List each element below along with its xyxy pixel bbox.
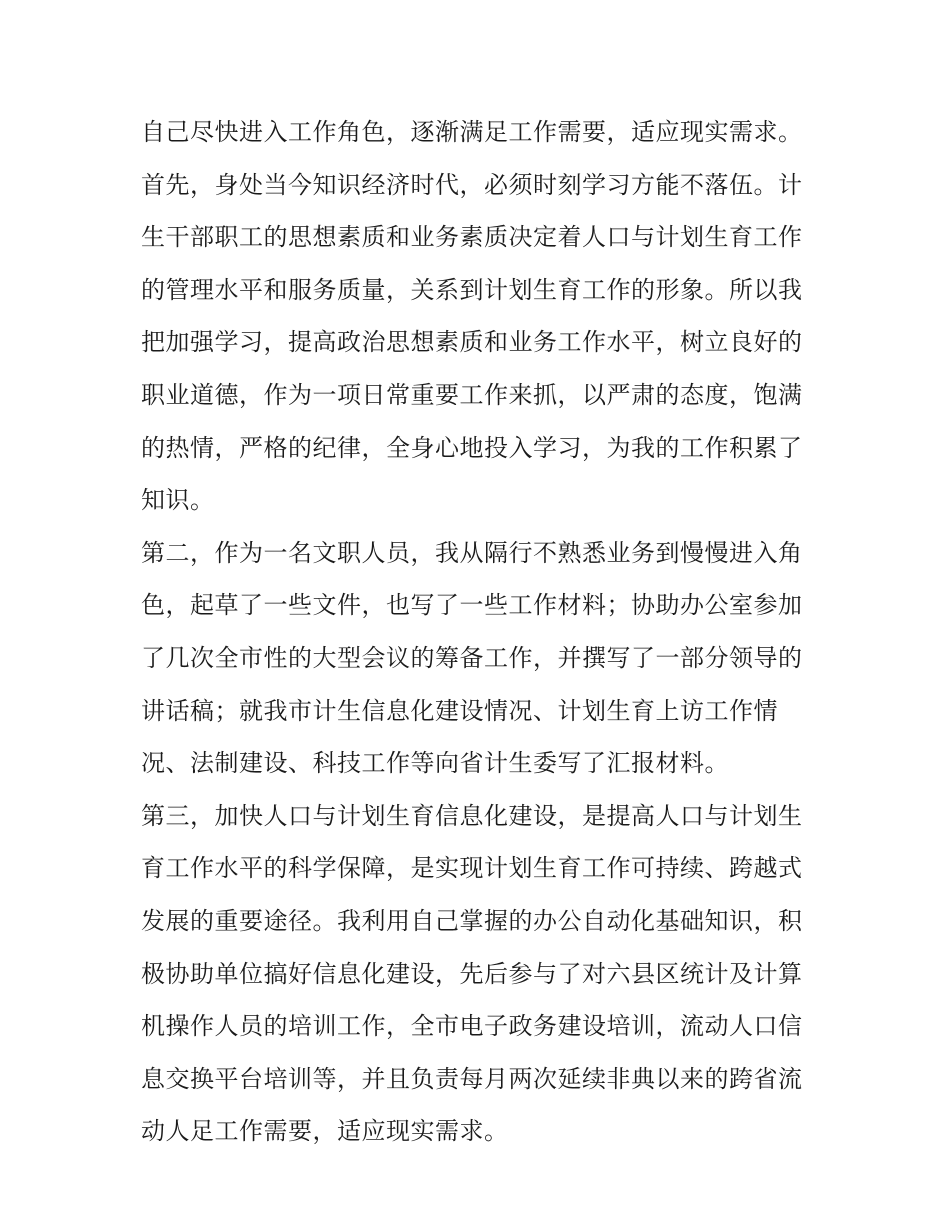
text-line: 职业道德，作为一项日常重要工作来抓，以严肃的态度，饱满 (141, 380, 803, 409)
text-line: 育工作水平的科学保障，是实现计划生育工作可持续、跨越式 (141, 854, 803, 883)
document-body (141, 106, 821, 1158)
text-line: 的管理水平和服务质量，关系到计划生育工作的形象。所以我 (141, 275, 803, 304)
text-line: 发展的重要途径。我利用自己掌握的办公自动化基础知识，积 (141, 906, 803, 935)
text-line: 色，起草了一些文件，也写了一些工作材料；协助办公室参加 (141, 591, 803, 620)
text-line: 知识。 (141, 486, 215, 515)
text-line: 了几次全市性的大型会议的筹备工作，并撰写了一部分领导的 (141, 643, 803, 672)
text-line: 动人足工作需要，适应现实需求。 (141, 1117, 509, 1146)
text-line: 讲话稿；就我市计生信息化建设情况、计划生育上访工作情 (141, 696, 778, 725)
text-line: 极协助单位搞好信息化建设，先后参与了对六县区统计及计算 (141, 959, 803, 988)
text-line: 自己尽快进入工作角色，逐渐满足工作需要，适应现实需求。 (141, 118, 803, 146)
text-line: 首先，身处当今知识经济时代，必须时刻学习方能不落伍。计 (141, 170, 803, 199)
text-line: 第三，加快人口与计划生育信息化建设，是提高人口与计划生 (141, 801, 803, 830)
text-line: 生干部职工的思想素质和业务素质决定着人口与计划生育工作 (141, 223, 803, 252)
text-line: 息交换平台培训等，并且负责每月两次延续非典以来的跨省流 (141, 1064, 803, 1093)
text-line: 第二，作为一名文职人员，我从隔行不熟悉业务到慢慢进入角 (141, 538, 803, 567)
text-line: 把加强学习，提高政治思想素质和业务工作水平，树立良好的 (141, 328, 803, 357)
text-line: 况、法制建设、科技工作等向省计生委写了汇报材料。 (141, 749, 729, 778)
text-line: 的热情，严格的纪律，全身心地投入学习，为我的工作积累了 (141, 433, 803, 462)
text-line: 机操作人员的培训工作，全市电子政务建设培训，流动人口信 (141, 1012, 803, 1041)
